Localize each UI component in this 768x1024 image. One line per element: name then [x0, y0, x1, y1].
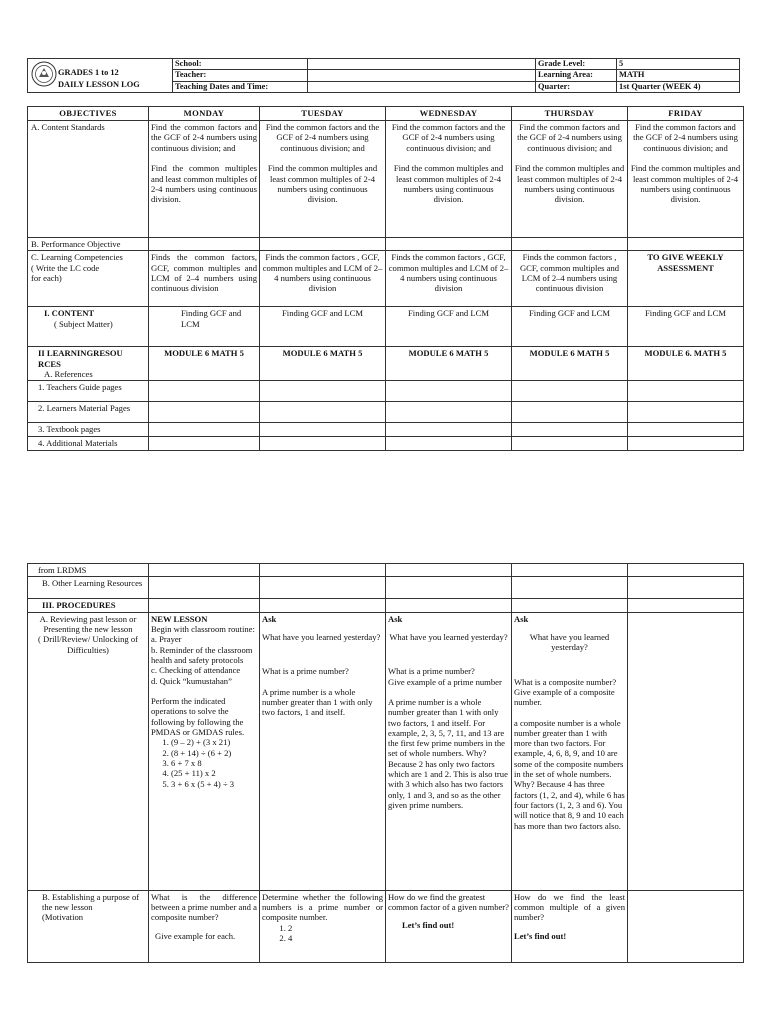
lm-tuesday [260, 402, 386, 423]
lm-friday [628, 402, 744, 423]
tuesday-question-1: What have you learned yesterday? [262, 631, 381, 642]
am-wednesday [386, 437, 512, 451]
list-item: 2. (8 + 14) ÷ (6 + 2) [171, 748, 257, 758]
establishing-wednesday [386, 890, 512, 962]
learning-area-label: Learning Area: [536, 70, 617, 81]
pmdas-problems-list [151, 737, 257, 789]
tg-wednesday [386, 381, 512, 402]
col-tuesday: TUESDAY [260, 107, 386, 121]
teaching-dates-value [308, 81, 536, 92]
content-friday: Finding GCF and LCM [628, 307, 744, 347]
list-item: 1. (9 – 2) + (3 x 21) [171, 737, 257, 747]
resources-label: II LEARNINGRESOU RCES [38, 348, 123, 369]
other-wednesday [386, 577, 512, 599]
proc-tuesday [260, 599, 386, 612]
school-value [308, 59, 536, 70]
grade-level-label: Grade Level: [536, 59, 617, 70]
reviewing-tuesday [260, 612, 386, 890]
objectives-table [27, 106, 744, 451]
tg-tuesday [260, 381, 386, 402]
am-thursday [512, 437, 628, 451]
monday-instruction: Give example for each. [155, 930, 236, 941]
performance-monday [149, 238, 260, 251]
proc-wednesday [386, 599, 512, 612]
content-label-cell [28, 307, 149, 347]
list-item: 2. 4 [288, 933, 383, 943]
thursday-question-1: What have you learned yesterday? [529, 631, 610, 653]
col-friday: FRIDAY [628, 107, 744, 121]
additional-materials-label: 4. Additional Materials [28, 437, 149, 451]
tuesday-question: Determine whether the following numbers is a prime number or composite number. [262, 891, 383, 923]
teacher-value [308, 70, 536, 81]
tg-thursday [512, 381, 628, 402]
wednesday-question: How do we find the greatest common factor of a given number? [388, 891, 509, 912]
tb-tuesday [260, 423, 386, 437]
lm-monday [149, 402, 260, 423]
performance-thursday [512, 238, 628, 251]
from-lrdms-label: from LRDMS [28, 564, 149, 577]
lrdms-tuesday [260, 564, 386, 577]
learners-material-label: 2. Learners Material Pages [28, 402, 149, 423]
competencies-monday: Finds the common factors, GCF, common multiples and LCM of 2–4 numbers using continuous division [149, 251, 260, 307]
reviewing-friday [628, 612, 744, 890]
ask-heading: Ask [262, 613, 277, 624]
content-monday: Finding GCF and LCM [149, 307, 260, 347]
lrdms-wednesday [386, 564, 512, 577]
quarter-value: 1st Quarter (WEEK 4) [617, 81, 740, 92]
learning-competencies-label: C. Learning Competencies ( Write the LC code for each) [28, 251, 149, 307]
am-tuesday [260, 437, 386, 451]
references-label: A. References [44, 368, 93, 379]
module-friday: MODULE 6. MATH 5 [628, 347, 744, 381]
list-item: 1. 2 [288, 923, 383, 933]
content-standards-tuesday: Find the common factors and the GCF of 2-4 numbers using continuous division; and Find the common multiples and least common multiples of 2-4 numbers using continuous division. [260, 121, 386, 238]
module-wednesday: MODULE 6 MATH 5 [386, 347, 512, 381]
performance-wednesday [386, 238, 512, 251]
thursday-question-2: What is a composite number? Give example of a composite number. [514, 676, 617, 708]
tg-friday [628, 381, 744, 402]
am-friday [628, 437, 744, 451]
module-tuesday: MODULE 6 MATH 5 [260, 347, 386, 381]
tb-thursday [512, 423, 628, 437]
content-standards-friday: Find the common factors and the GCF of 2-4 numbers using continuous division; and Find the common multiples and least common multiples of 2-4 numbers using continuous division. [628, 121, 744, 238]
other-monday [149, 577, 260, 599]
col-thursday: THURSDAY [512, 107, 628, 121]
tb-monday [149, 423, 260, 437]
school-label: School: [173, 59, 308, 70]
establishing-thursday [512, 890, 628, 962]
col-monday: MONDAY [149, 107, 260, 121]
lrdms-thursday [512, 564, 628, 577]
lrdms-monday [149, 564, 260, 577]
other-thursday [512, 577, 628, 599]
wednesday-question-1: What have you learned yesterday? [389, 631, 508, 642]
header-logo-cell [28, 59, 173, 93]
list-item: 3. 6 + 7 x 8 [171, 758, 257, 768]
tb-friday [628, 423, 744, 437]
teaching-dates-label: Teaching Dates and Time: [173, 81, 308, 92]
other-friday [628, 577, 744, 599]
content-sub-label: ( Subject Matter) [54, 318, 113, 329]
teacher-label: Teacher: [173, 70, 308, 81]
reviewing-thursday [512, 612, 628, 890]
establishing-friday [628, 890, 744, 962]
list-item: 4. (25 + 11) x 2 [171, 768, 257, 778]
monday-routine-text: Begin with classroom routine: a. Prayer b. Reminder of the classroom health and safety protocols c. Checking of attendance d. Quick “kumustahan” Perform the indicated operations to solve the following by following the PMDAS or GMDAS rules. [151, 623, 255, 738]
reviewing-wednesday [386, 612, 512, 890]
wednesday-lets-find-out: Let’s find out! [402, 920, 455, 931]
tuesday-numbers-list [262, 923, 383, 944]
header-title-line1: GRADES 1 to 12 [58, 68, 119, 77]
monday-question: What is the difference between a prime number and a composite number? [151, 891, 257, 923]
other-resources-label: B. Other Learning Resources [28, 577, 149, 599]
establishing-purpose-label: B. Establishing a purpose of the new lesson (Motivation [28, 890, 149, 962]
learning-area-value: MATH [617, 70, 740, 81]
col-wednesday: WEDNESDAY [386, 107, 512, 121]
lrdms-friday [628, 564, 744, 577]
reviewing-monday [149, 612, 260, 890]
wednesday-answer: A prime number is a whole number greater than 1 with only two factors, 1 and itself. For example, 2, 3, 5, 7, 11, and 13 are the first few prime numbers in the set of whole numbers. Why? Because 2 has only two factors which are 1 and 2. This is also true with 3 which also has two factors only, 1 and 3, and so as the other given prime numbers. [388, 696, 508, 810]
header-table [27, 58, 740, 93]
lm-thursday [512, 402, 628, 423]
thursday-lets-find-out: Let’s find out! [514, 930, 567, 941]
thursday-question: How do we find the least common multiple of a given number? [514, 891, 625, 923]
competencies-wednesday: Finds the common factors , GCF, common multiples and LCM of 2–4 numbers using continuous division [386, 251, 512, 307]
module-thursday: MODULE 6 MATH 5 [512, 347, 628, 381]
module-monday: MODULE 6 MATH 5 [149, 347, 260, 381]
proc-monday [149, 599, 260, 612]
tuesday-question-2: What is a prime number? [262, 666, 349, 677]
reviewing-label: A. Reviewing past lesson or Presenting the new lesson ( Drill/Review/ Unlocking of Difficulties) [28, 612, 149, 890]
content-wednesday: Finding GCF and LCM [386, 307, 512, 347]
content-tuesday: Finding GCF and LCM [260, 307, 386, 347]
competencies-thursday: Finds the common factors , GCF, common multiples and LCM of 2–4 numbers using continuous division [512, 251, 628, 307]
content-standards-thursday: Find the common factors and the GCF of 2-4 numbers using continuous division; and Find the common multiples and least common multiples of 2-4 numbers using continuous division. [512, 121, 628, 238]
tb-wednesday [386, 423, 512, 437]
establishing-tuesday [260, 890, 386, 962]
deped-seal-icon [31, 61, 57, 87]
proc-friday [628, 599, 744, 612]
am-monday [149, 437, 260, 451]
teachers-guide-label: 1. Teachers Guide pages [28, 381, 149, 402]
textbook-pages-label: 3. Textbook pages [28, 423, 149, 437]
thursday-answer: a composite number is a whole number greater than 1 with more than two factors. For example, 4, 6, 8, 9, and 10 are some of the composite numbers in the set of whole numbers. Why? Because 4 has three factors (1, 2, and 4), while 6 has four factors (1, 2, 3 and 6). You will notice that 8, 9 and 10 each has more than two factors also. [514, 717, 625, 831]
list-item: 5. 3 + 6 x (5 + 4) ÷ 3 [171, 779, 257, 789]
content-standards-wednesday: Find the common factors and the GCF of 2-4 numbers using continuous division; and Find the common multiples and least common multiples of 2-4 numbers using continuous division. [386, 121, 512, 238]
resources-label-cell [28, 347, 149, 381]
performance-friday [628, 238, 744, 251]
performance-objective-label: B. Performance Objective [28, 238, 149, 251]
content-label: I. CONTENT [44, 308, 95, 319]
tuesday-answer: A prime number is a whole number greater than 1 with only two factors, 1 and itself. [262, 686, 373, 718]
col-objectives: OBJECTIVES [28, 107, 149, 121]
performance-tuesday [260, 238, 386, 251]
new-lesson-heading: NEW LESSON [151, 613, 208, 624]
procedures-table [27, 563, 744, 963]
procedures-label: III. PROCEDURES [28, 599, 149, 612]
content-standards-label: A. Content Standards [28, 121, 149, 238]
proc-thursday [512, 599, 628, 612]
ask-heading: Ask [514, 613, 529, 624]
content-standards-monday: Find the common factors and the GCF of 2-4 numbers using continuous division; and Find the common multiples and least common multiples of 2-4 numbers using continuous division. [149, 121, 260, 238]
content-thursday: Finding GCF and LCM [512, 307, 628, 347]
grade-level-value: 5 [617, 59, 740, 70]
establishing-monday [149, 890, 260, 962]
lm-wednesday [386, 402, 512, 423]
tg-monday [149, 381, 260, 402]
competencies-tuesday: Finds the common factors , GCF, common multiples and LCM of 2–4 numbers using continuous division [260, 251, 386, 307]
other-tuesday [260, 577, 386, 599]
competencies-friday: TO GIVE WEEKLY ASSESSMENT [628, 251, 744, 307]
quarter-label: Quarter: [536, 81, 617, 92]
ask-heading: Ask [388, 613, 403, 624]
wednesday-question-2: What is a prime number? Give example of a prime number [388, 666, 502, 687]
header-title-line2: DAILY LESSON LOG [58, 80, 140, 89]
